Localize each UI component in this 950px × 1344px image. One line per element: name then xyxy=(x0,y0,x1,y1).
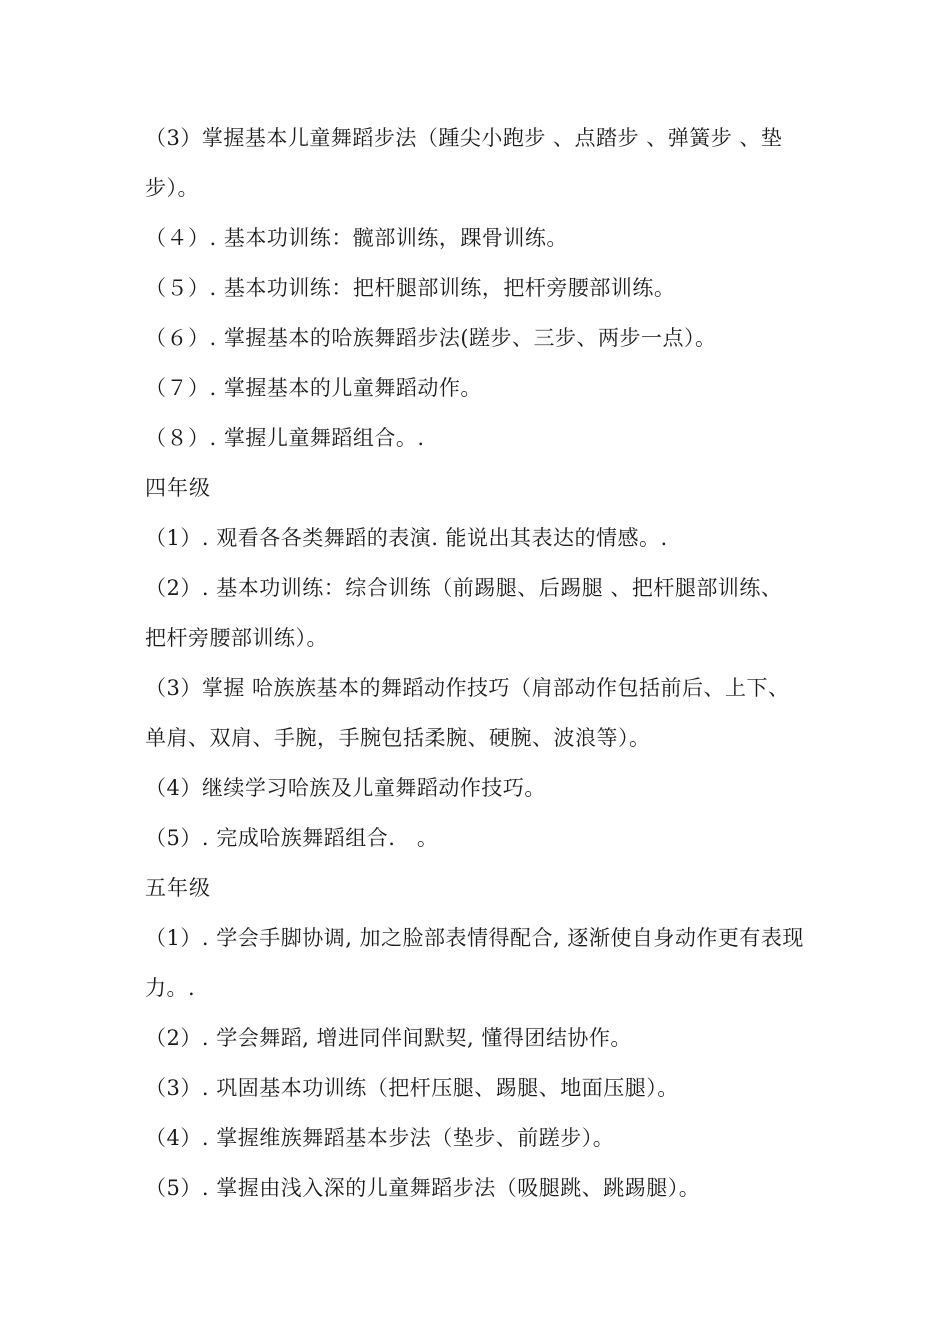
text-line: （3）. 巩固基本功训练（把杆压腿、踢腿、地面压腿）。 xyxy=(145,1076,679,1100)
section-heading: 五年级 xyxy=(145,876,211,900)
text-line: （７）. 掌握基本的儿童舞蹈动作。 xyxy=(145,376,482,400)
text-line: （5）. 完成哈族舞蹈组合. 。 xyxy=(145,826,439,850)
text-line: （８）. 掌握儿童舞蹈组合。. xyxy=(145,426,425,450)
text-line: （4）. 掌握维族舞蹈基本步法（垫步、前蹉步）。 xyxy=(145,1126,615,1150)
text-line: （3）掌握基本儿童舞蹈步法（踵尖小跑步 、点踏步 、弹簧步 、垫 xyxy=(145,126,783,150)
text-line: （４）. 基本功训练：髋部训练，踝骨训练。 xyxy=(145,226,568,250)
text-line: （3）掌握 哈族族基本的舞蹈动作技巧（肩部动作包括前后、上下、 xyxy=(145,676,790,700)
text-line: （5）. 掌握由浅入深的儿童舞蹈步法（吸腿跳、跳踢腿）。 xyxy=(145,1176,701,1200)
document-body xyxy=(145,113,815,1213)
text-line: 力。. xyxy=(145,976,196,1000)
text-line: （4）继续学习哈族及儿童舞蹈动作技巧。 xyxy=(145,776,546,800)
section-heading: 四年级 xyxy=(145,476,211,500)
text-line: （2）. 学会舞蹈, 增进同伴间默契, 懂得团结协作。 xyxy=(145,1026,632,1050)
text-line: （1）. 学会手脚协调, 加之脸部表情得配合, 逐渐使自身动作更有表现 xyxy=(145,926,804,950)
text-line: （2）. 基本功训练：综合训练（前踢腿、后踢腿 、把杆腿部训练、 xyxy=(145,576,783,600)
text-line: （1）. 观看各各类舞蹈的表演. 能说出其表达的情感。. xyxy=(145,526,668,550)
text-line: 把杆旁腰部训练）。 xyxy=(145,626,328,650)
text-line: （６）. 掌握基本的哈族舞蹈步法(蹉步、三步、两步一点）。 xyxy=(145,326,717,350)
text-line: 单肩、双肩、手腕，手腕包括柔腕、硬腕、波浪等）。 xyxy=(145,726,651,750)
text-line: 步）。 xyxy=(145,176,199,200)
text-line: （５）. 基本功训练：把杆腿部训练，把杆旁腰部训练。 xyxy=(145,276,676,300)
